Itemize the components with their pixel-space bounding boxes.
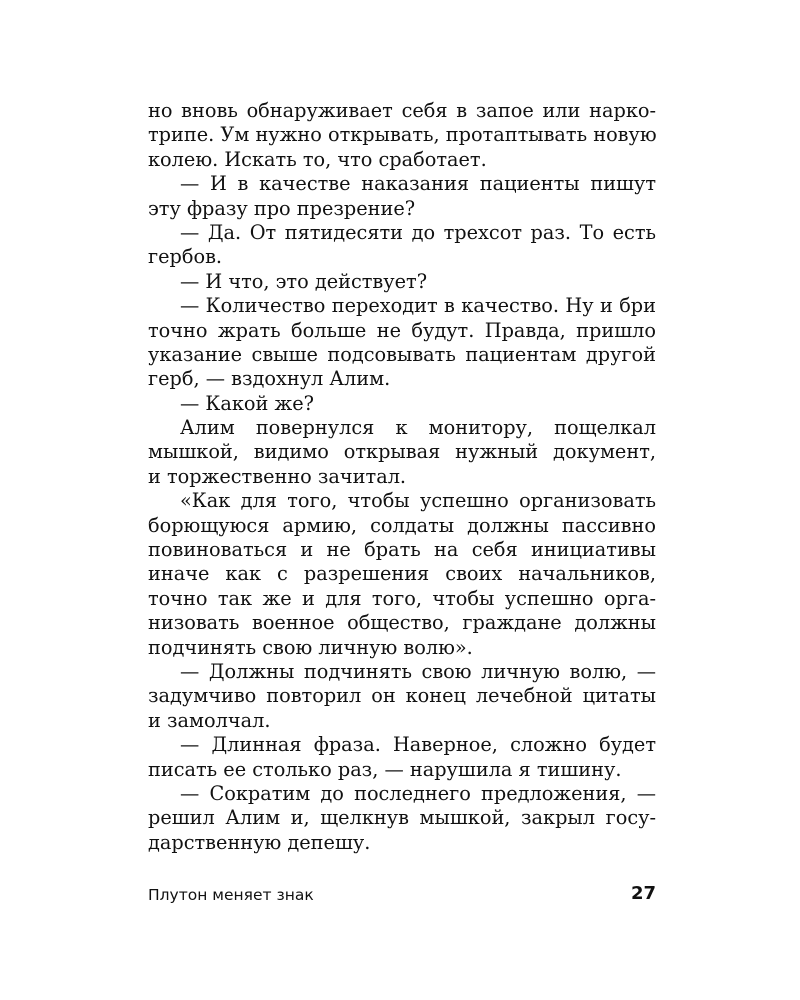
text-line: — Какой же? [180,391,314,415]
text-line: дарственную депешу. [148,830,371,854]
text-line: задумчиво повторил он конец лечебной цитаты [148,684,656,708]
body-text [148,99,656,855]
text-line: мышкой, видимо открывая нужный документ, [148,440,656,464]
text-line: писать ее столько раз, — нарушила я тишину. [148,757,622,781]
page-number: 27 [630,883,656,904]
text-line: трипе. Ум нужно открывать, протаптывать новую [148,123,657,147]
text-line: — Да. От пятидесяти до трехсот раз. То есть [180,220,656,244]
text-line: — Количество переходит в качество. Ну и бри [180,294,656,318]
text-line: — Должны подчинять свою личную волю, — [180,659,656,683]
text-line: низовать военное общество, граждане должны [148,611,656,635]
text-line: указание свыше подсовывать пациентам другой [148,342,656,366]
text-line: «Как для того, чтобы успешно организовать [180,489,656,513]
running-title: Плутон меняет знак [148,886,314,904]
text-line: — И что, это действует? [180,269,428,293]
text-line: иначе как с разрешения своих начальников, [148,562,656,586]
text-line: решил Алим и, щелкнув мышкой, закрыл госу- [148,806,656,830]
text-line: подчинять свою личную волю». [148,635,473,659]
text-line: повиноваться и не брать на себя инициативы [148,538,656,562]
text-line: эту фразу про презрение? [148,196,416,220]
text-line: точно жрать больше не будут. Правда, пришло [148,318,656,342]
text-line: герб, — вздохнул Алим. [148,367,391,391]
text-line: колею. Искать то, что сработает. [148,147,487,171]
text-line: борющуюся армию, солдаты должны пассивно [148,513,656,537]
text-line: — Сократим до последнего предложения, — [180,781,656,805]
text-line: гербов. [148,245,223,269]
page-footer [148,882,656,910]
text-line: точно так же и для того, чтобы успешно орга- [148,586,656,610]
text-line: Алим повернулся к монитору, пощелкал [180,416,656,440]
text-line: и замолчал. [148,708,271,732]
text-line: но вновь обнаруживает себя в запое или нарко- [148,99,656,122]
text-line: — И в качестве наказания пациенты пишут [180,172,656,196]
text-line: и торжественно зачитал. [148,464,407,488]
text-line: — Длинная фраза. Наверное, сложно будет [180,733,656,757]
